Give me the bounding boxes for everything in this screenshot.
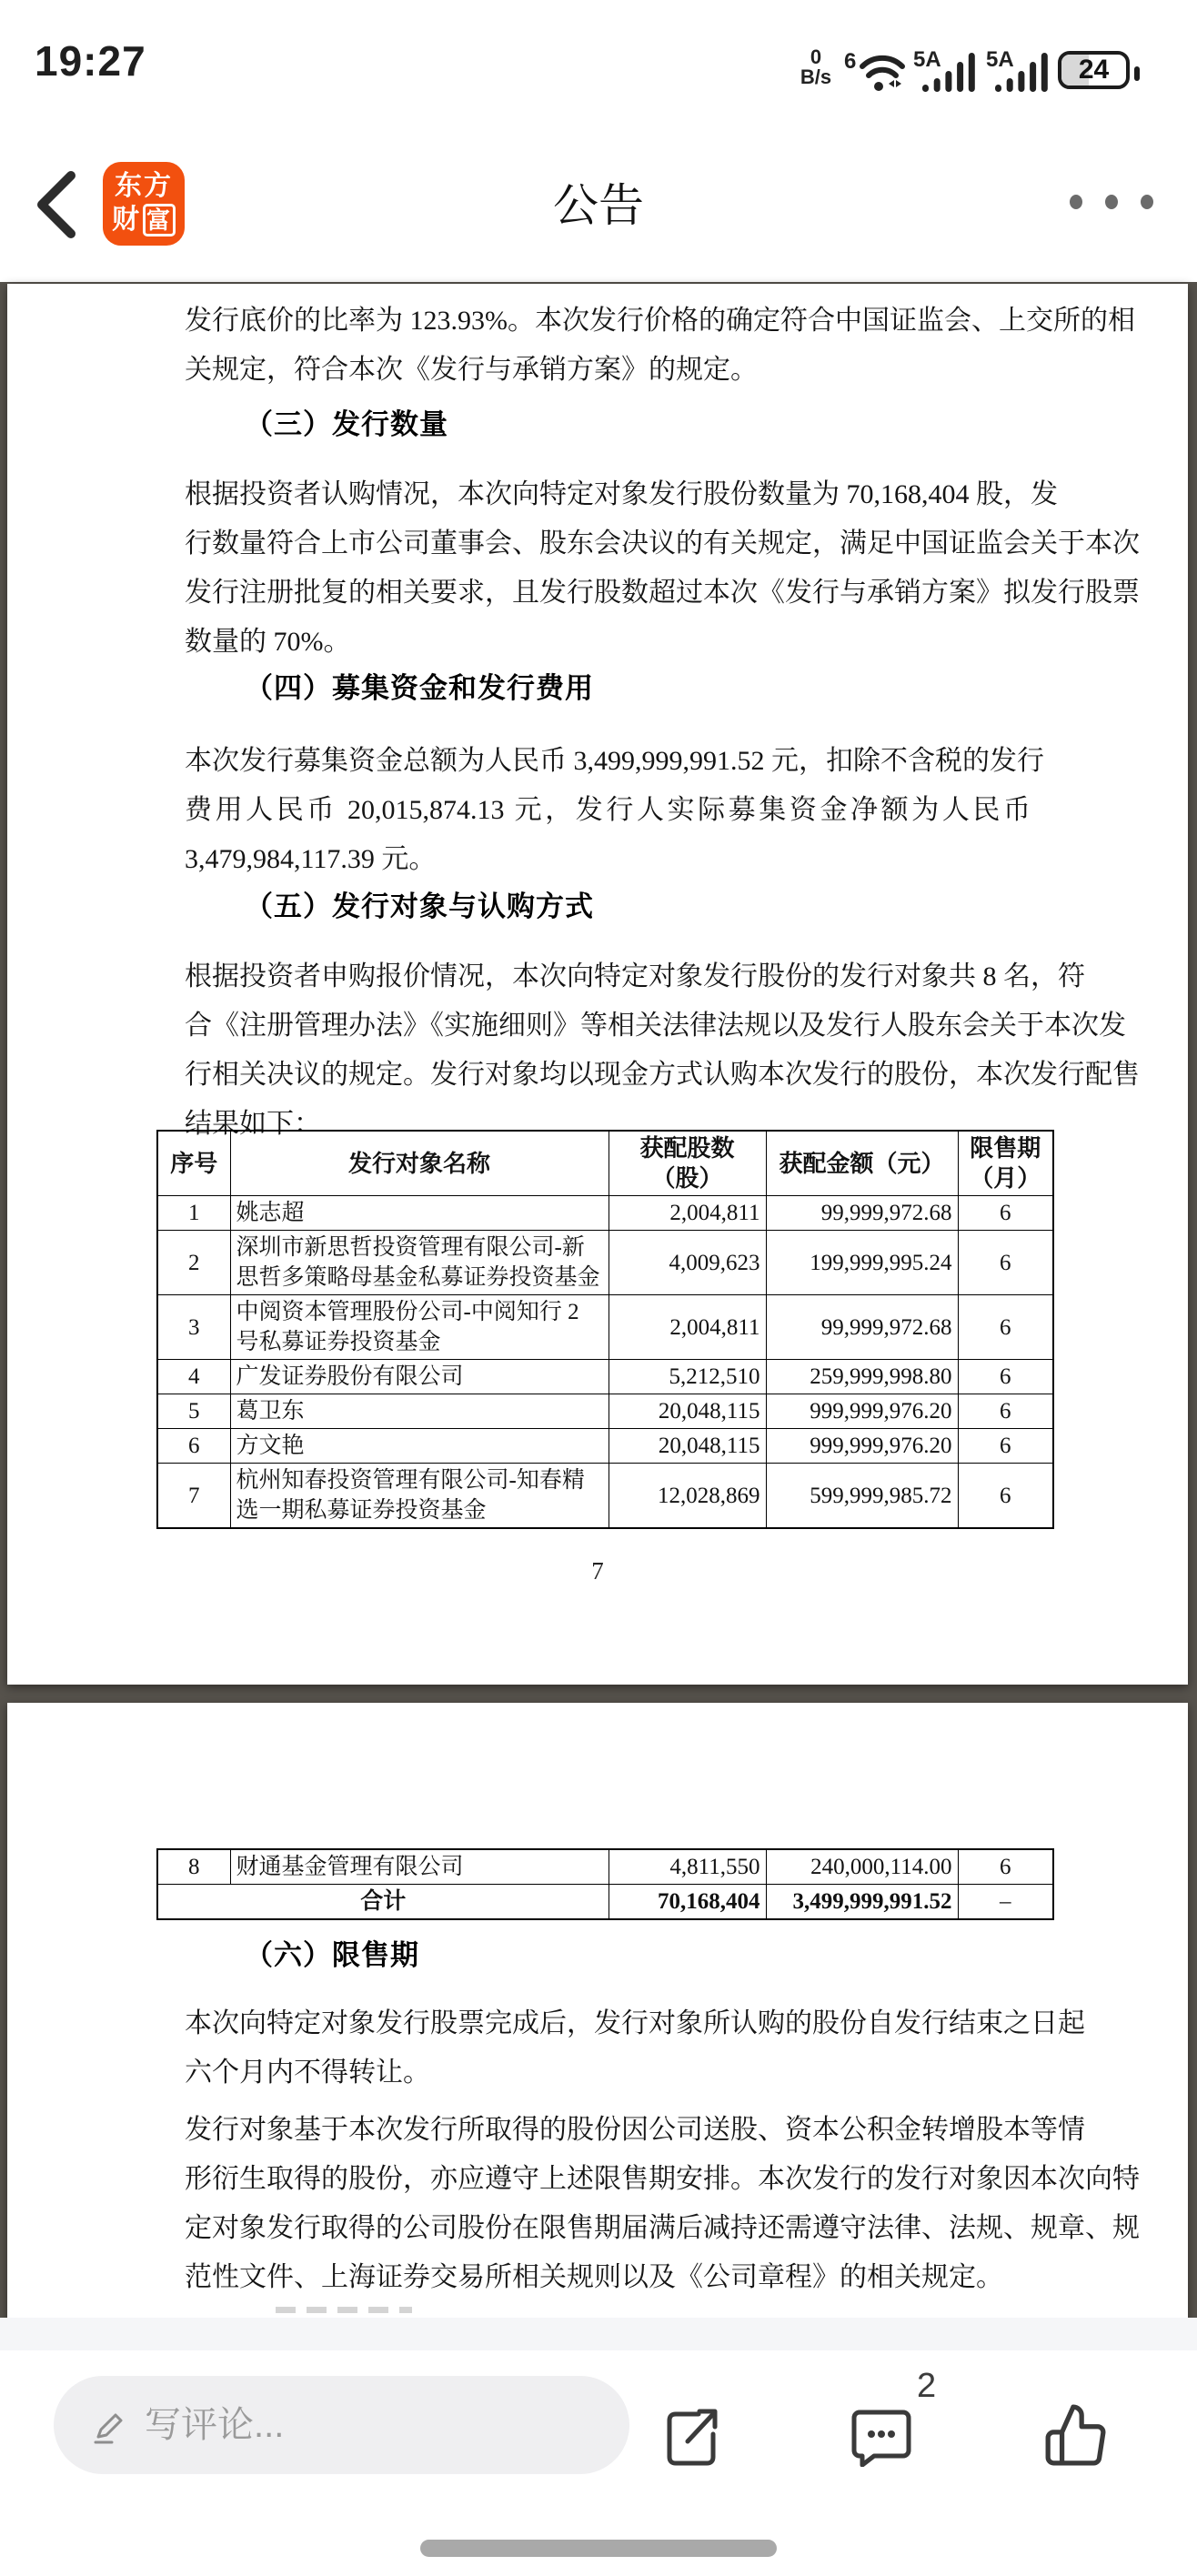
table-header-cell: 获配股数（股） [609,1131,766,1196]
cell-amount: 240,000,114.00 [766,1849,958,1885]
text-line: 六个月内不得转让。 [185,2058,430,2088]
network-speed [791,47,840,87]
cell-seq: 2 [157,1231,230,1295]
battery-cap [1134,66,1140,81]
cell-target-name: 深圳市新思哲投资管理有限公司-新思哲多策略母基金私募证券投资基金 [230,1231,609,1295]
cell-amount: 599,999,985.72 [766,1464,958,1529]
text-line: 发行底价的比率为 123.93%。本次发行价格的确定符合中国证监会、上交所的相 [185,306,1135,336]
text-line: 发行对象基于本次发行所取得的股份因公司送股、资本公积金转增股本等情 [185,2115,1085,2145]
cell-amount: 259,999,998.80 [766,1360,958,1394]
cell-shares: 5,212,510 [609,1360,766,1394]
wifi-arcs-icon [859,51,906,93]
pdf-page-8 [7,1703,1188,2330]
toolbar-top-strip [0,2318,1197,2350]
network-speed-value: 0 [810,45,822,68]
cell-seq: 5 [157,1394,230,1429]
comment-count-badge: 2 [917,2367,937,2405]
network-speed-unit: B/s [800,65,832,88]
text-line: 本次向特定对象发行股票完成后，发行对象所认购的股份自发行结束之日起 [185,2008,1085,2038]
table-row [157,1360,1053,1394]
table-row [157,1394,1053,1429]
heading-issue-quantity: （三）发行数量 [245,408,448,440]
dot-icon [1141,195,1153,209]
text-line: 关规定，符合本次《发行与承销方案》的规定。 [185,355,758,385]
cellular-signal-sim2 [986,49,1048,93]
text-line: 范性文件、上海证券交易所相关规则以及《公司章程》的相关规定。 [185,2262,1003,2292]
battery-icon [1058,51,1130,89]
dot-icon [1070,195,1082,209]
sim1-network-type-label: 5A [913,47,941,72]
cell-total-amount: 3,499,999,991.52 [766,1885,958,1920]
table-header-cell: 序号 [157,1131,230,1196]
cell-amount: 99,999,972.68 [766,1196,958,1231]
text-line: 数量的 70%。 [185,627,351,657]
paragraph-lockup [185,1999,1085,2098]
cell-target-name: 财通基金管理有限公司 [230,1849,609,1885]
cell-target-name: 广发证券股份有限公司 [230,1360,609,1394]
cell-shares: 4,009,623 [609,1231,766,1295]
paragraph-issue-quantity [185,470,1140,667]
cell-seq: 3 [157,1295,230,1360]
cell-target-name: 葛卫东 [230,1394,609,1429]
text-line: 根据投资者申购报价情况，本次向特定对象发行股份的发行对象共 8 名，符 [185,961,1085,991]
cell-total-label: 合计 [157,1885,609,1920]
cell-lockup: 6 [958,1849,1053,1885]
cell-shares: 2,004,811 [609,1295,766,1360]
clock: 19:27 [35,37,146,85]
text-line: 3,479,984,117.39 元。 [185,844,437,874]
cell-amount: 199,999,995.24 [766,1231,958,1295]
table-row [157,1231,1053,1295]
cell-lockup: 6 [958,1464,1053,1529]
text-line: 根据投资者认购情况，本次向特定对象发行股份数量为 70,168,404 股，发 [185,479,1058,509]
table-header-cell: 发行对象名称 [230,1131,609,1196]
text-line: 费用人民币 20,015,874.13 元，发行人实际募集资金净额为人民币 [185,795,1031,825]
cell-seq: 4 [157,1360,230,1394]
more-options-button[interactable] [1070,195,1153,209]
table-total-row [157,1885,1053,1920]
text-line: 定对象发行取得的公司股份在限售期届满后减持还需遵守法律、法规、规章、规 [185,2213,1140,2243]
cell-shares: 12,028,869 [609,1464,766,1529]
table-header-row [157,1131,1053,1196]
allocation-table-continued [156,1848,1054,1920]
like-button[interactable] [1042,2401,1110,2469]
pencil-icon [92,2405,130,2445]
cell-shares: 20,048,115 [609,1429,766,1464]
page-title: 公告 [553,180,644,231]
pdf-page-7 [7,284,1188,1685]
navigation-header [0,100,1197,282]
text-line: 行相关决议的规定。发行对象均以现金方式认购本次发行的股份，本次发行配售 [185,1060,1140,1090]
table-row [157,1429,1053,1464]
cell-lockup: 6 [958,1360,1053,1394]
paragraph-issue-targets [185,952,1140,1149]
battery-percentage: 24 [1078,55,1110,85]
table-row [157,1464,1053,1529]
paragraph-raised-funds [185,737,1044,884]
wifi-icon [844,49,910,93]
signal-bars-icon [922,51,975,93]
cell-seq: 1 [157,1196,230,1231]
logo-text-top: 东方 [115,171,173,201]
pdf-page-number: 7 [591,1557,604,1585]
heading-raised-funds: （四）募集资金和发行费用 [245,672,594,704]
cell-lockup: 6 [958,1196,1053,1231]
paragraph-derived-shares [185,2106,1140,2302]
text-line: 合《注册管理办法》《实施细则》等相关法律法规以及发行人股东会关于本次发 [185,1011,1126,1041]
text-line: 本次发行募集资金总额为人民币 3,499,999,991.52 元，扣除不含税的发行 [185,746,1044,776]
cell-target-name: 姚志超 [230,1196,609,1231]
cellular-signal-sim1 [913,49,975,93]
allocation-table [156,1130,1054,1529]
cell-amount: 99,999,972.68 [766,1295,958,1360]
comments-button[interactable] [850,2409,912,2467]
sim2-network-type-label: 5A [986,47,1014,72]
cell-seq: 8 [157,1849,230,1885]
logo-char-boxed: 富 [143,204,176,236]
wifi-generation-label: 6 [844,49,857,74]
cell-lockup: 6 [958,1231,1053,1295]
clipped-text-line [276,2307,412,2313]
cell-seq: 7 [157,1464,230,1529]
table-header-cell: 获配金额（元） [766,1131,958,1196]
cell-amount: 999,999,976.20 [766,1394,958,1429]
table-header-cell: 限售期（月） [958,1131,1053,1196]
paragraph-pricing [185,297,1135,395]
dot-icon [1105,195,1118,209]
comment-placeholder: 写评论... [145,2405,285,2445]
cell-shares: 4,811,550 [609,1849,766,1885]
cell-shares: 2,004,811 [609,1196,766,1231]
text-line: 发行注册批复的相关要求，且发行股数超过本次《发行与承销方案》拟发行股票 [185,578,1140,608]
status-bar [0,0,1197,100]
cell-seq: 6 [157,1429,230,1464]
pdf-viewer[interactable] [0,282,1197,2576]
heading-lockup-period: （六）限售期 [245,1939,419,1971]
cell-lockup: 6 [958,1394,1053,1429]
cell-target-name: 方文艳 [230,1429,609,1464]
table-row [157,1295,1053,1360]
text-line: 行数量符合上市公司董事会、股东会决议的有关规定，满足中国证监会关于本次 [185,528,1140,558]
cell-lockup: 6 [958,1429,1053,1464]
table-row [157,1196,1053,1231]
share-button[interactable] [662,2403,720,2472]
cell-total-lockup: – [958,1885,1053,1920]
home-indicator[interactable] [420,2540,777,2557]
text-line: 结果如下： [185,1109,321,1139]
cell-lockup: 6 [958,1295,1053,1360]
text-line: 形衍生取得的股份，亦应遵守上述限售期安排。本次发行的发行对象因本次向特 [185,2164,1140,2194]
table-row [157,1849,1053,1885]
cell-total-shares: 70,168,404 [609,1885,766,1920]
heading-issue-targets: （五）发行对象与认购方式 [245,891,594,922]
cell-shares: 20,048,115 [609,1394,766,1429]
cell-amount: 999,999,976.20 [766,1429,958,1464]
cell-target-name: 杭州知春投资管理有限公司-知春精选一期私募证券投资基金 [230,1464,609,1529]
logo-char: 财 [111,205,141,235]
signal-bars-icon [995,51,1048,93]
cell-target-name: 中阅资本管理股份公司-中阅知行 2 号私募证券投资基金 [230,1295,609,1360]
comment-input[interactable] [54,2376,629,2474]
